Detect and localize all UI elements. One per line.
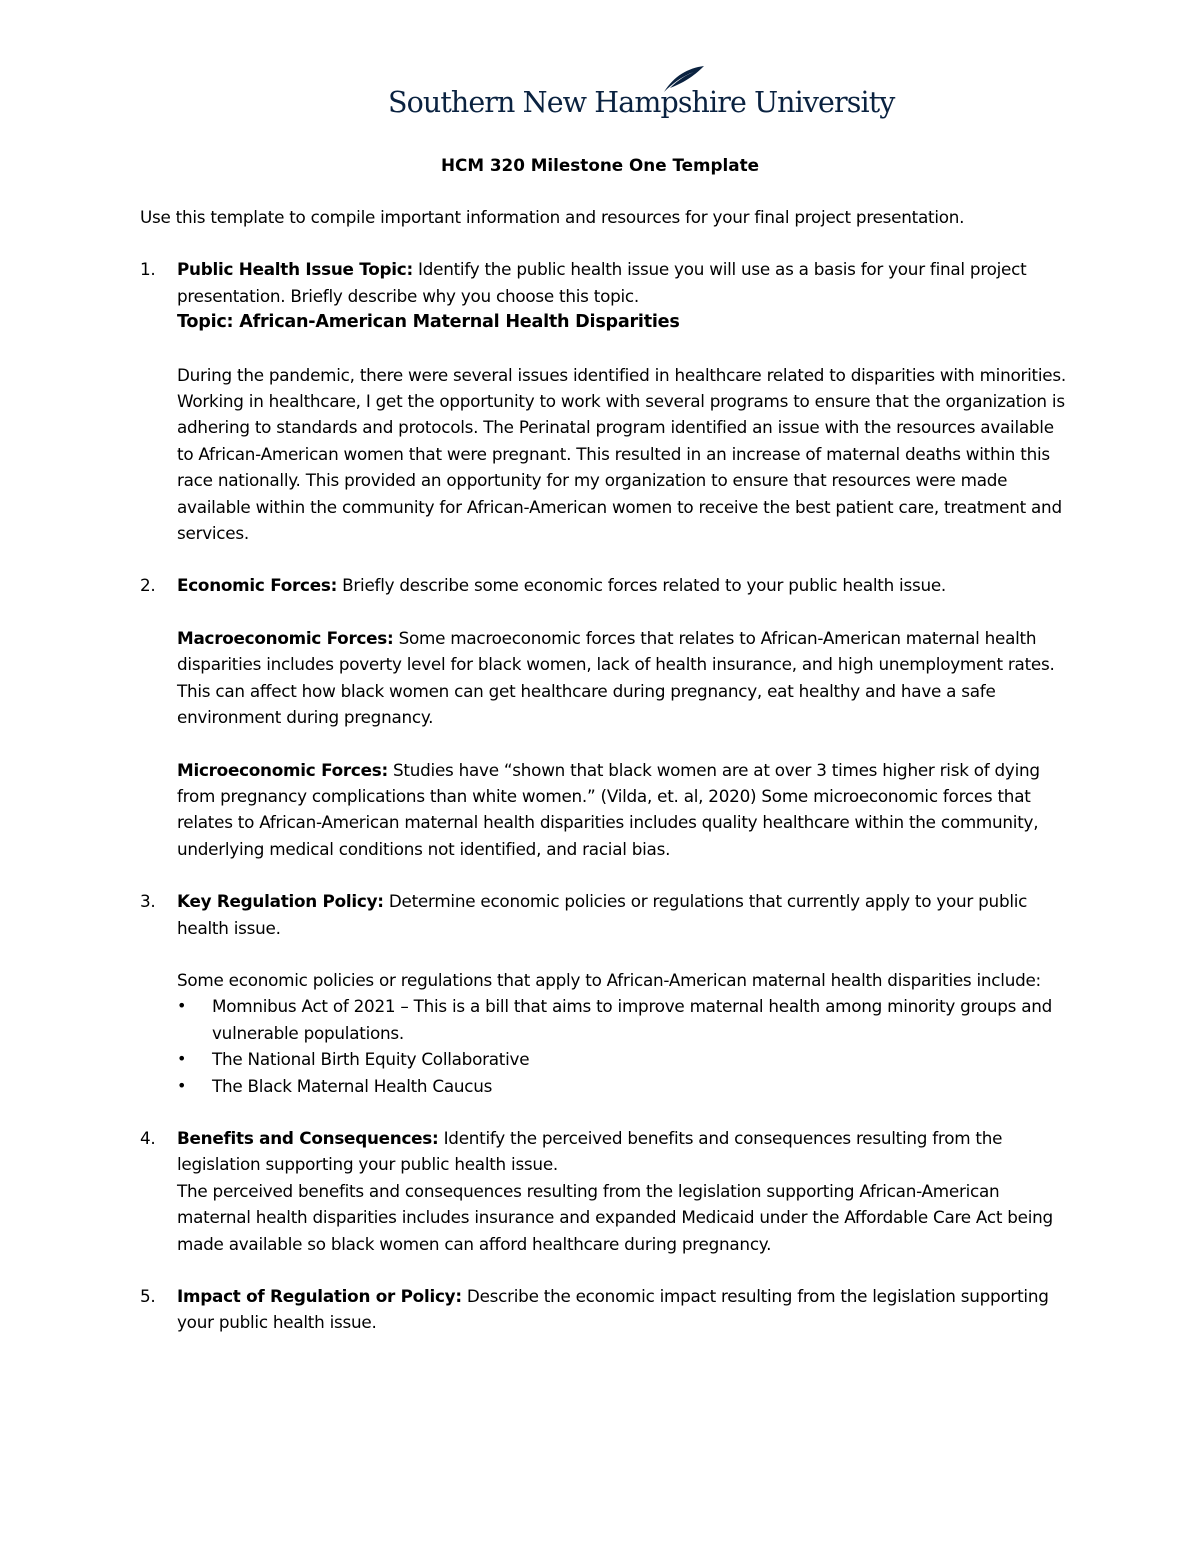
section-prompt: Economic Forces: Briefly describe some economic forces related to your public health issue. <box>177 575 947 596</box>
section-key-regulation-policy <box>140 888 1070 1099</box>
section-number: 5. <box>140 1286 156 1306</box>
document-body <box>140 204 1070 1362</box>
section-benefits-consequences <box>140 1125 1070 1257</box>
section-heading: Key Regulation Policy: <box>177 891 384 912</box>
microeconomic-paragraph: Microeconomic Forces: Studies have “shown that black women are at over 3 times higher risk of dying from pregnancy complications than white women.” (Vilda, et. al, 2020) Some microeconomic forces that relates to African-American maternal health disparities includes quality healthcare within the community, underlying medical conditions not identified, and racial bias. <box>177 759 1040 859</box>
section-economic-forces <box>140 572 1070 862</box>
list-item: • The National Birth Equity Collaborative <box>177 1046 1070 1072</box>
microeconomic-heading: Microeconomic Forces: <box>177 759 388 780</box>
section-prompt: Key Regulation Policy: Determine economic policies or regulations that currently apply to your public health issue. <box>177 891 1028 938</box>
intro-paragraph: Use this template to compile important information and resources for your final project presentation. <box>140 207 965 227</box>
section-heading: Impact of Regulation or Policy: <box>177 1286 462 1306</box>
list-item: • Momnibus Act of 2021 – This is a bill that aims to improve maternal health among minority groups and vulnerable populations. <box>177 993 1070 1046</box>
section-number: 2. <box>140 575 156 596</box>
topic-line: Topic: African-American Maternal Health Disparities <box>177 312 680 333</box>
section-prompt: Public Health Issue Topic: Identify the public health issue you will use as a basis for your final project presentation. Briefly describe why you choose this topic. <box>177 259 1027 306</box>
section-impact-regulation <box>140 1283 1070 1336</box>
section-number: 3. <box>140 891 156 912</box>
section-heading: Economic Forces: <box>177 575 338 596</box>
university-logo <box>388 64 895 136</box>
macroeconomic-paragraph: Macroeconomic Forces: Some macroeconomic forces that relates to African-American maternal health disparities includes poverty level for black women, lack of health insurance, and high unemployment rates. This can affect how black women can get healthcare during pregnancy, eat healthy and have a safe environment during pregnancy. <box>177 627 1055 728</box>
section-heading: Public Health Issue Topic: <box>177 259 413 280</box>
section-body: Some economic policies or regulations that apply to African-American maternal health disparities include: <box>177 969 1041 990</box>
section-prompt: Impact of Regulation or Policy: Describe the economic impact resulting from the legislation supporting your public health issue. <box>177 1286 1049 1333</box>
section-prompt: Benefits and Consequences: Identify the perceived benefits and consequences resulting from the legislation supporting your public health issue. <box>177 1127 1003 1175</box>
list-item: • The Black Maternal Health Caucus <box>177 1073 1070 1099</box>
page-title: HCM 320 Milestone One Template <box>440 155 760 175</box>
section-public-health-issue <box>140 256 1070 546</box>
section-body: During the pandemic, there were several issues identified in healthcare related to disparities with minorities. Working in healthcare, I get the opportunity to work with several programs to ensure that the organization is adhering to standards and protocols. The Perinatal program identified an issue with the resources available to African-American women that were pregnant. This resulted in an increase of maternal deaths within this race nationally. This provided an opportunity for my organization to ensure that resources were made available within the community for African-American women to receive the best patient care, treatment and services. <box>177 364 1066 544</box>
section-number: 1. <box>140 259 156 280</box>
section-number: 4. <box>140 1127 156 1148</box>
section-body: The perceived benefits and consequences resulting from the legislation supporting African-American maternal health disparities includes insurance and expanded Medicaid under the Affordable Care Act being made available so black women can afford healthcare during pregnancy. <box>177 1180 1053 1254</box>
policy-list <box>177 993 1070 1099</box>
section-heading: Benefits and Consequences: <box>177 1127 439 1148</box>
macroeconomic-heading: Macroeconomic Forces: <box>177 627 394 648</box>
logo-wordmark: Southern New Hampshire University <box>388 86 895 119</box>
